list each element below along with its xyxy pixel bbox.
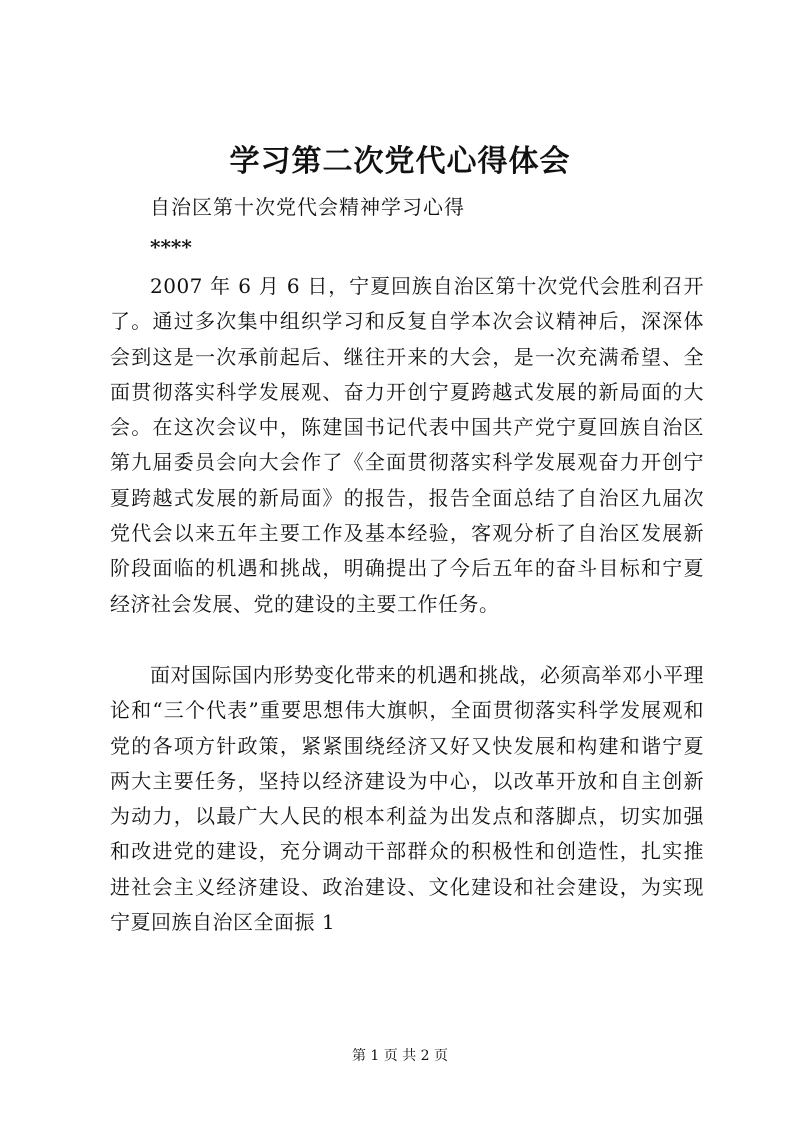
body-paragraph-2: 面对国际国内形势变化带来的机遇和挑战，必须高举邓小平理论和“三个代表”重要思想伟大旗帜，全面贯彻落实科学发展观和党的各项方针政策，紧紧围绕经济又好又快发展和构建和谐宁夏两大主要任务，坚持以经济建设为中心，以改革开放和自主创新为动力，以最广大人民的根本利益为出发点和落脚点，切实加强和改进党的建设，充分调动干部群众的积极性和创造性，扎实推进社会主义经济建设、政治建设、文化建设和社会建设，为实现宁夏回族自治区全面振 1	[110, 663, 704, 935]
document-author: ****	[150, 235, 192, 259]
body-paragraph-1: 2007 年 6 月 6 日，宁夏回族自治区第十次党代会胜利召开了。通过多次集中组织学习和反复自学本次会议精神后，深深体会到这是一次承前起后、继往开来的大会，是一次充满希望、全面贯彻落实科学发展观、奋力开创宁夏跨越式发展的新局面的大会。在这次会议中，陈建国书记代表中国共产党宁夏回族自治区第九届委员会向大会作了《全面贯彻落实科学发展观奋力开创宁夏跨越式发展的新局面》的报告，报告全面总结了自治区九届次党代会以来五年主要工作及基本经验，客观分析了自治区发展新阶段面临的机遇和挑战，明确提出了今后五年的奋斗目标和宁夏经济社会发展、党的建设的主要工作任务。	[110, 274, 704, 616]
page-indicator: 第 1 页 共 2 页	[351, 1048, 449, 1064]
document-subtitle: 自治区第十次党代会精神学习心得	[150, 195, 465, 219]
document-title: 学习第二次党代心得体会	[229, 144, 571, 179]
